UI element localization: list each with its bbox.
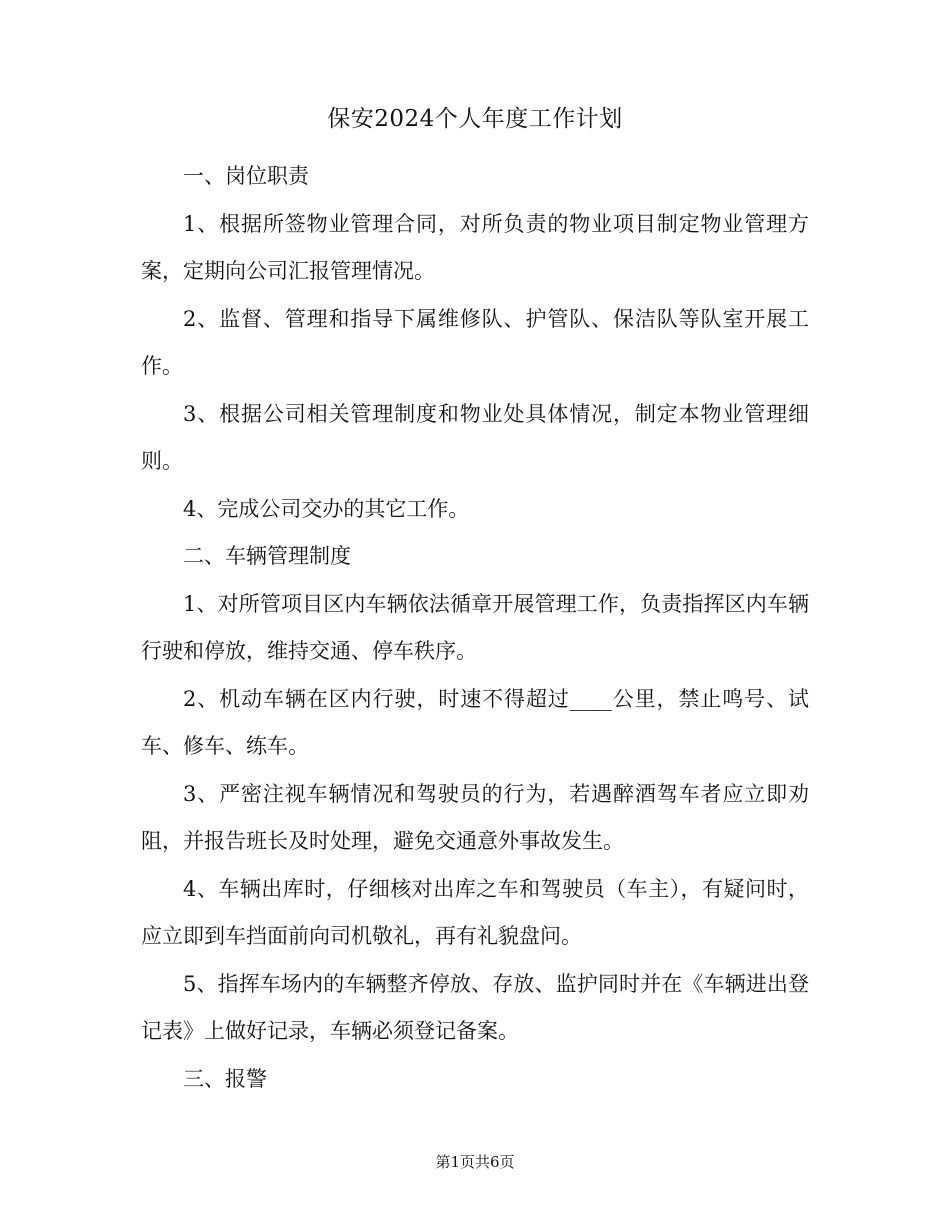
document-body	[141, 153, 809, 1103]
paragraph: 1、根据所签物业管理合同，对所负责的物业项目制定物业管理方案，定期向公司汇报管理情况。	[141, 211, 809, 283]
paragraph: 4、完成公司交办的其它工作。	[183, 496, 470, 521]
paragraph: 3、严密注视车辆情况和驾驶员的行为，若遇醉酒驾车者应立即劝阻，并报告班长及时处理，避免交通意外事故发生。	[141, 781, 809, 853]
page-footer: 第1页共6页	[435, 1153, 515, 1171]
paragraph: 1、对所管项目区内车辆依法循章开展管理工作，负责指挥区内车辆行驶和停放，维持交通、停车秩序。	[141, 591, 809, 663]
paragraph: 2、机动车辆在区内行驶，时速不得超过____公里，禁止鸣号、试车、修车、练车。	[141, 686, 809, 758]
paragraph: 2、监督、管理和指导下属维修队、护管队、保洁队等队室开展工作。	[141, 306, 809, 378]
section-heading-duties: 一、岗位职责	[183, 164, 309, 188]
paragraph: 5、指挥车场内的车辆整齐停放、存放、监护同时并在《车辆进出登记表》上做好记录，车辆必须登记备案。	[141, 971, 809, 1043]
paragraph: 4、车辆出库时，仔细核对出库之车和驾驶员（车主），有疑问时，应立即到车挡面前向司机敬礼，再有礼貌盘问。	[141, 876, 809, 948]
document-title: 保安2024个人年度工作计划	[327, 106, 623, 132]
section-heading-alarm: 三、报警	[183, 1066, 267, 1091]
section-heading-vehicle: 二、车辆管理制度	[183, 544, 351, 568]
paragraph: 3、根据公司相关管理制度和物业处具体情况，制定本物业管理细则。	[141, 401, 809, 473]
